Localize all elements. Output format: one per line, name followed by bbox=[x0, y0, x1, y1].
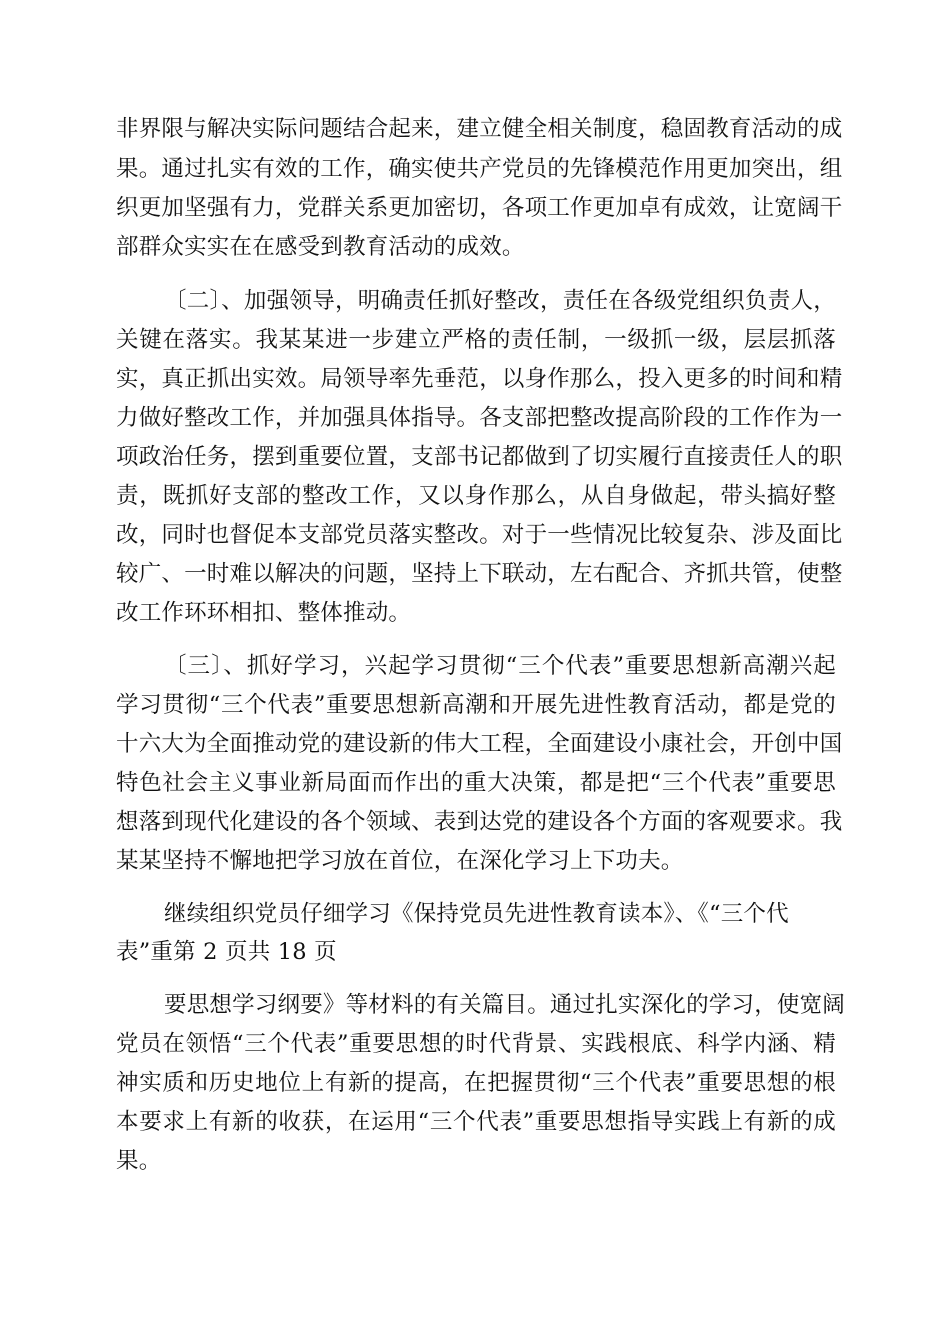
text-line: 某某坚持不懈地把学习放在首位，在深化学习上下功夫。 bbox=[116, 848, 684, 874]
text-line: 果。通过扎实有效的工作，确实使共产党员的先锋模范作用更加突出，组 bbox=[116, 156, 843, 182]
text-line: 较广、一时难以解决的问题，坚持上下联动，左右配合、齐抓共管，使整 bbox=[116, 561, 843, 587]
text-line: 改工作环环相扣、整体推动。 bbox=[116, 600, 412, 626]
text-line: 想落到现代化建设的各个领域、表到达党的建设各个方面的客观要求。我 bbox=[116, 809, 843, 835]
text-line: 十六大为全面推动党的建设新的伟大工程，全面建设小康社会，开创中国 bbox=[116, 731, 843, 757]
text-line: 继续组织党员仔细学习《保持党员先进性教育读本》、《“三个代 bbox=[164, 901, 789, 927]
text-line: 学习贯彻“三个代表”重要思想新高潮和开展先进性教育活动，都是党的 bbox=[116, 692, 836, 718]
text-line: 特色社会主义事业新局面而作出的重大决策，都是把“三个代表”重要思 bbox=[116, 770, 836, 796]
text-line: 〔二〕、加强领导，明确责任抓好整改，责任在各级党组织负责人， bbox=[164, 288, 836, 314]
text-line: 本要求上有新的收获，在运用“三个代表”重要思想指导实践上有新的成 bbox=[116, 1109, 836, 1135]
text-line: 〔三〕、抓好学习，兴起学习贯彻“三个代表”重要思想新高潮兴起 bbox=[164, 653, 836, 679]
text-line: 实，真正抓出实效。局领导率先垂范，以身作那么，投入更多的时间和精 bbox=[116, 366, 843, 392]
text-line: 党员在领悟“三个代表”重要思想的时代背景、实践根底、科学内涵、精 bbox=[116, 1031, 836, 1057]
text-line: 改，同时也督促本支部党员落实整改。对于一些情况比较复杂、涉及面比 bbox=[116, 522, 843, 548]
page-footer-line: 表”重第 2 页共 18 页 bbox=[116, 939, 337, 965]
text-line: 责，既抓好支部的整改工作，又以身作那么，从自身做起，带头搞好整 bbox=[116, 483, 836, 509]
text-line: 力做好整改工作，并加强具体指导。各支部把整改提高阶段的工作作为一 bbox=[116, 405, 843, 431]
text-line: 要思想学习纲要》等材料的有关篇目。通过扎实深化的学习，使宽阔 bbox=[164, 992, 846, 1018]
text-line: 关键在落实。我某某进一步建立严格的责任制，一级抓一级，层层抓落 bbox=[116, 327, 836, 353]
text-line: 非界限与解决实际问题结合起来，建立健全相关制度，稳固教育活动的成 bbox=[116, 116, 843, 142]
text-line: 项政治任务，摆到重要位置，支部书记都做到了切实履行直接责任人的职 bbox=[116, 444, 843, 470]
text-line: 果。 bbox=[116, 1148, 162, 1174]
text-line: 部群众实实在在感受到教育活动的成效。 bbox=[116, 234, 525, 260]
text-line: 神实质和历史地位上有新的提高，在把握贯彻“三个代表”重要思想的根 bbox=[116, 1070, 836, 1096]
text-line: 织更加坚强有力，党群关系更加密切，各项工作更加卓有成效，让宽阔干 bbox=[116, 195, 843, 221]
